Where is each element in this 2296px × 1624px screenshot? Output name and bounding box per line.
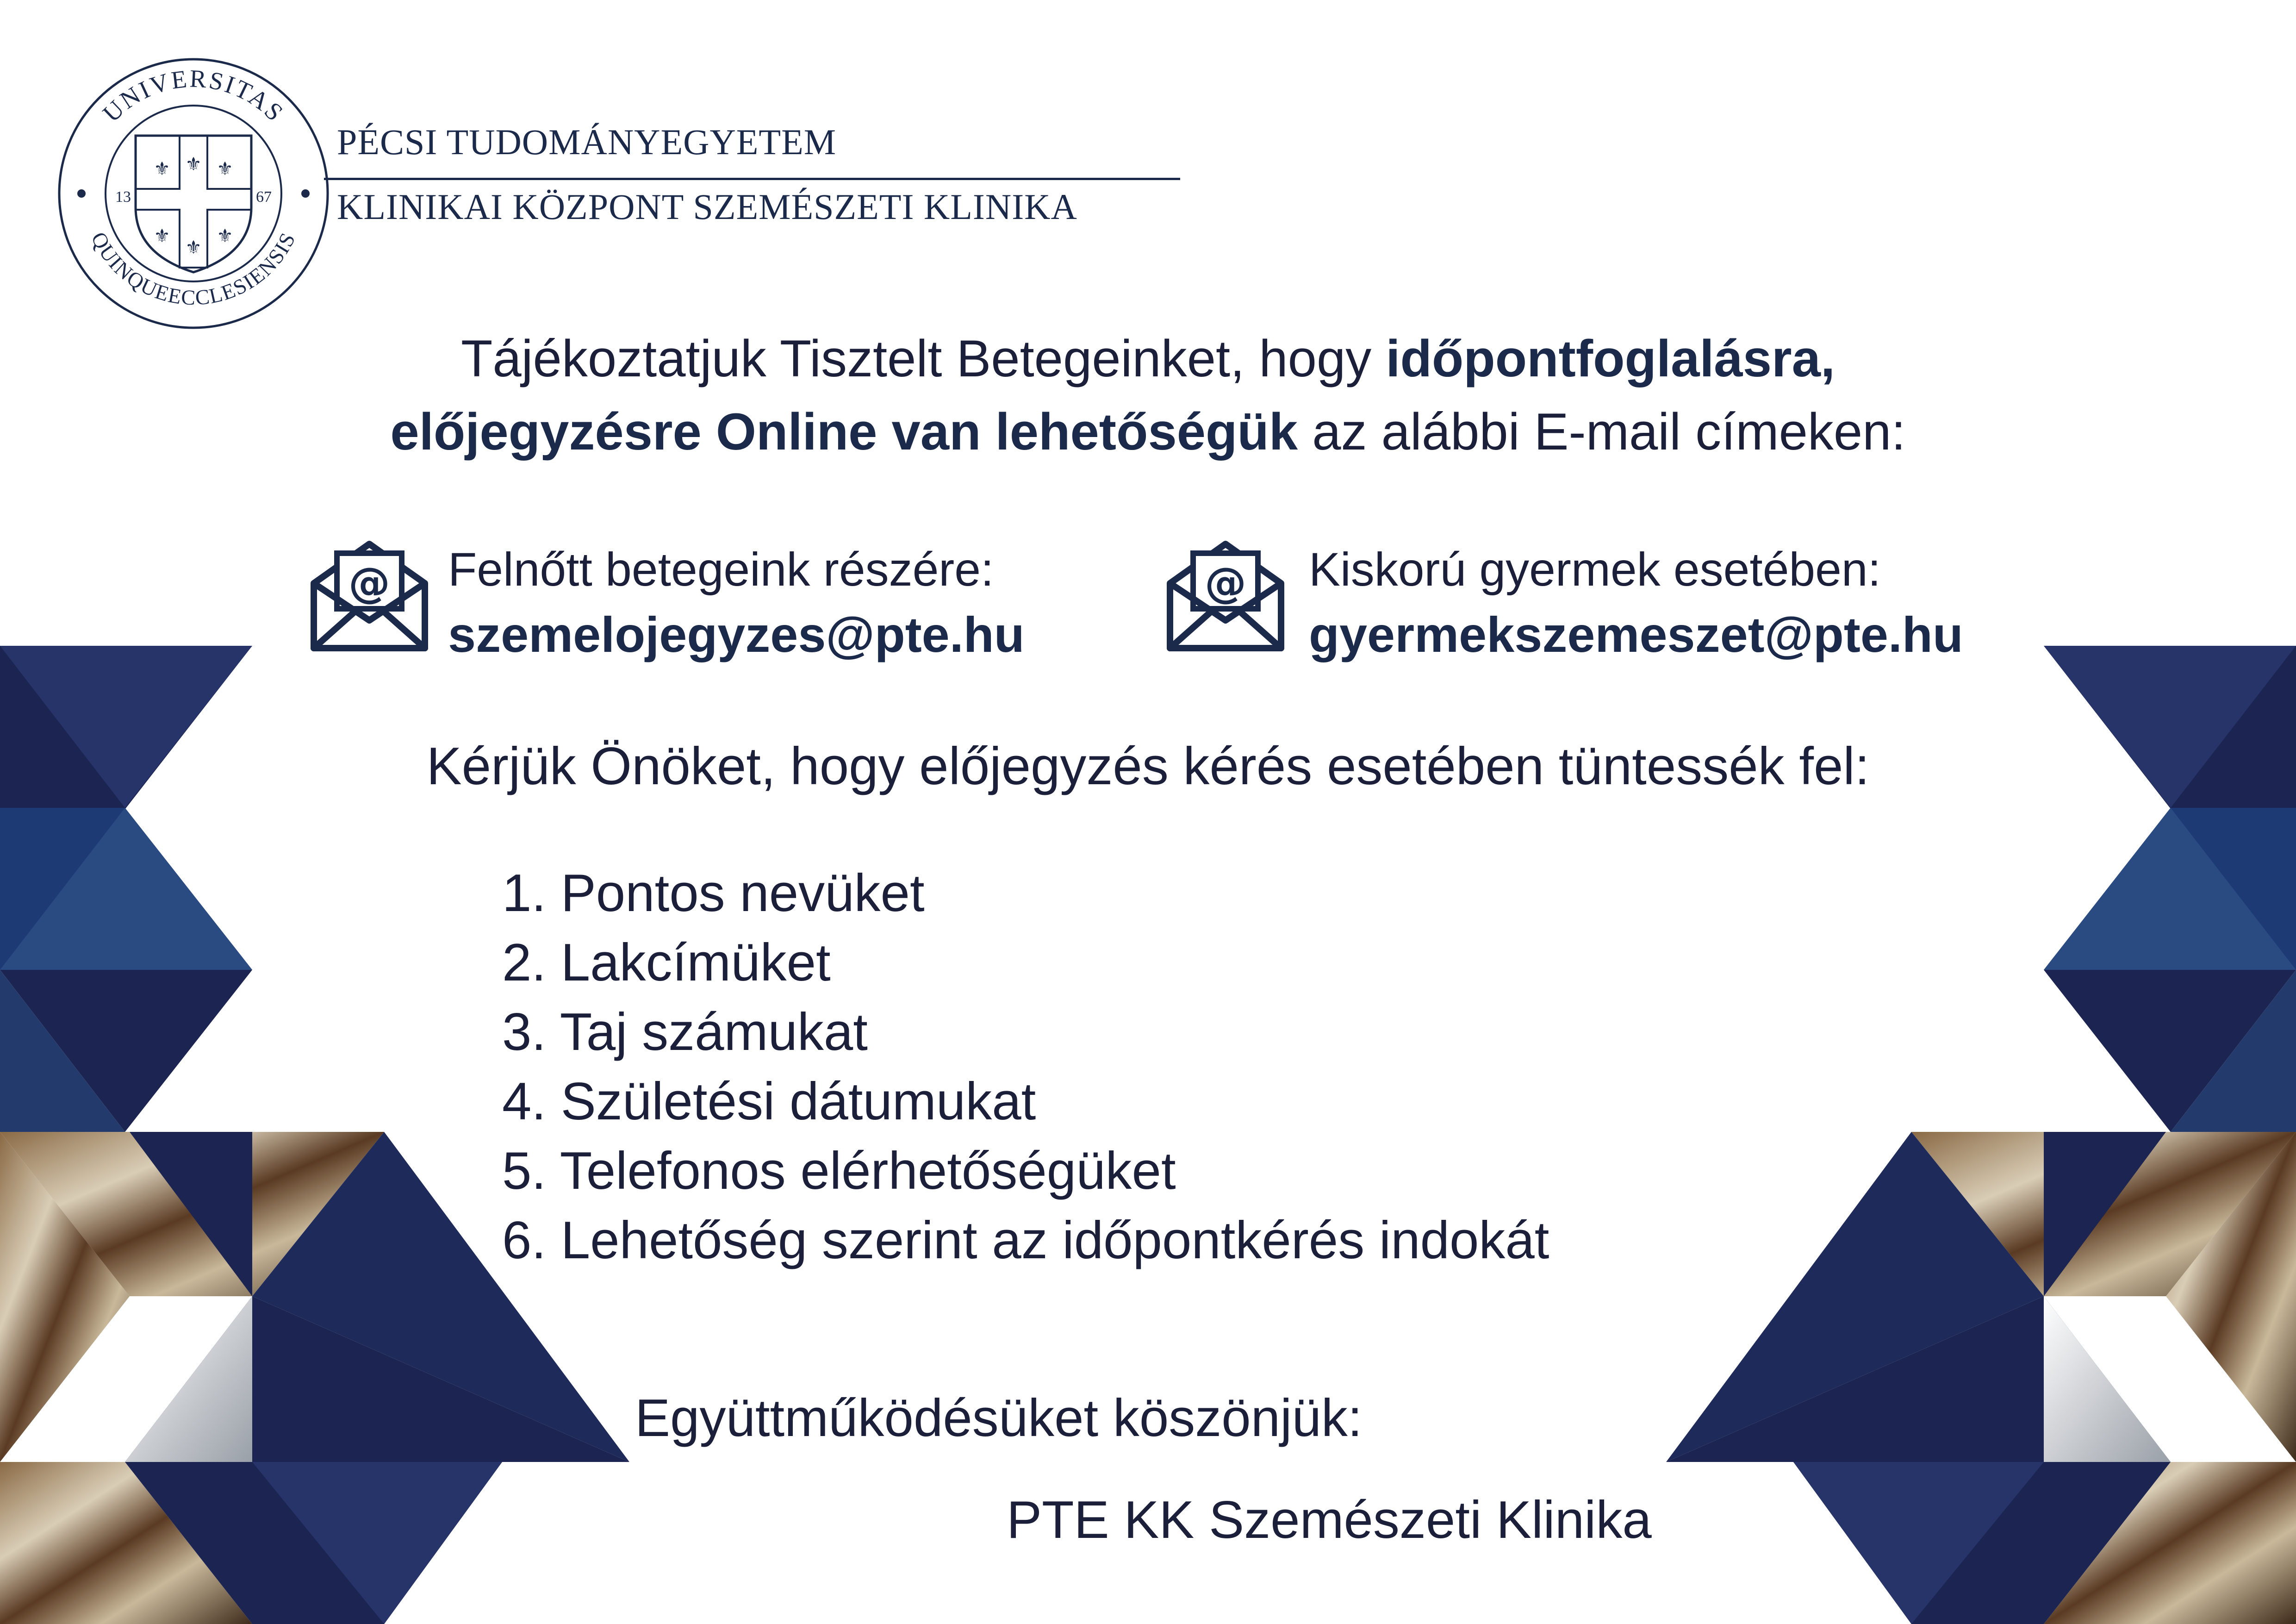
svg-text:@: @ — [348, 559, 390, 607]
envelope-at-icon — [305, 532, 434, 657]
list-item: 3. Taj számukat — [502, 1003, 868, 1062]
adult-contact-email[interactable]: szemelojegyzes@pte.hu — [448, 606, 1025, 662]
svg-text:⚜: ⚜ — [217, 225, 233, 247]
intro-line-2 — [0, 402, 2296, 462]
seal-year-right: 67 — [256, 188, 272, 206]
svg-text:⚜: ⚜ — [217, 158, 233, 180]
list-item: 4. Születési dátumukat — [502, 1072, 1036, 1131]
requirements-list — [502, 859, 1549, 1275]
intro-line-2-bold: előjegyzésre Online van lehetőségük — [390, 403, 1298, 461]
svg-text:⚜: ⚜ — [154, 225, 170, 247]
envelope-at-icon — [1161, 532, 1290, 657]
closing-signature: PTE KK Szemészeti Klinika — [1007, 1491, 1652, 1549]
svg-text:⚜: ⚜ — [185, 237, 202, 258]
university-seal-logo — [55, 55, 332, 332]
child-contact-email[interactable]: gyermekszemeszet@pte.hu — [1309, 606, 1963, 662]
adult-contact-label: Felnőtt betegeink részére: — [448, 543, 994, 596]
closing-thanks: Együttműködésüket köszönjük: — [635, 1389, 1363, 1448]
university-name: PÉCSI TUDOMÁNYEGYETEM — [337, 122, 837, 162]
svg-text:⚜: ⚜ — [185, 154, 202, 175]
request-line: Kérjük Önöket, hogy előjegyzés kérés esetében tüntessék fel: — [426, 737, 1870, 796]
seal-text-bottom: QUINQUEECCLESIENSIS — [87, 228, 300, 310]
intro-line-1 — [0, 329, 2296, 388]
svg-text:⚜: ⚜ — [154, 158, 170, 180]
header-divider — [324, 178, 1180, 180]
list-item: 5. Telefonos elérhetőségüket — [502, 1142, 1176, 1200]
list-item: 1. Pontos nevüket — [502, 864, 925, 923]
clinic-name: KLINIKAI KÖZPONT SZEMÉSZETI KLINIKA — [337, 187, 1077, 227]
intro-line-1-normal: Tájékoztatjuk Tisztelt Betegeinket, hogy — [460, 330, 1386, 387]
list-item: 2. Lakcímüket — [502, 933, 831, 992]
child-contact-label: Kiskorú gyermek esetében: — [1309, 543, 1881, 596]
seal-year-left: 13 — [115, 188, 131, 206]
intro-line-2-normal: az alábbi E-mail címeken: — [1298, 403, 1906, 461]
seal-text-top: UNIVERSITAS — [97, 64, 290, 128]
svg-text:@: @ — [1205, 559, 1246, 607]
list-item: 6. Lehetőség szerint az időpontkérés indokát — [502, 1211, 1549, 1270]
intro-line-1-bold: időpontfoglalásra, — [1386, 330, 1836, 387]
svg-text:UNIVERSITAS — [97, 64, 290, 127]
